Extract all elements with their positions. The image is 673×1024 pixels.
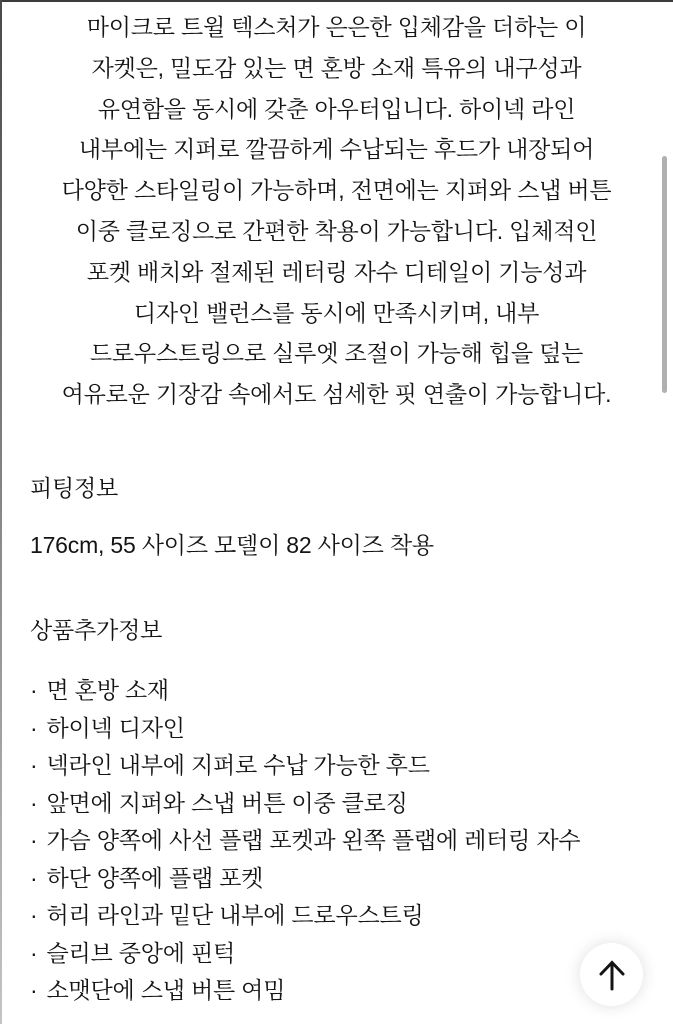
- fitting-info-text: 176cm, 55 사이즈 모델이 82 사이즈 착용: [30, 532, 434, 558]
- list-item-text: 가슴 양쪽에 사선 플랩 포켓과 왼쪽 플랩에 레터링 자수: [46, 827, 581, 853]
- list-item: [30, 972, 653, 1010]
- list-item-text: 넥라인 내부에 지퍼로 수납 가능한 후드: [46, 752, 430, 778]
- description-line: 이중 클로징으로 간편한 착용이 가능합니다. 입체적인: [75, 217, 598, 244]
- arrow-up-icon: [597, 958, 627, 992]
- list-item: [30, 935, 653, 973]
- list-item: [30, 710, 653, 748]
- bullet-dot: ·: [30, 902, 38, 928]
- product-extra-info-list: [30, 672, 653, 1010]
- list-item: [30, 860, 653, 898]
- list-item: [30, 747, 653, 785]
- product-description: [12, 7, 661, 415]
- description-line: 포켓 배치와 절제된 레터링 자수 디테일이 기능성과: [86, 258, 587, 285]
- bullet-dot: ·: [30, 677, 38, 703]
- bullet-dot: ·: [30, 939, 38, 966]
- list-item-text: 소맷단에 스냅 버튼 여밈: [46, 977, 286, 1003]
- screenshot-left-border: [0, 0, 2, 1024]
- list-item-text: 하이넥 디자인: [46, 714, 185, 741]
- description-line: 디자인 밸런스를 동시에 만족시키며, 내부: [133, 299, 540, 326]
- list-item-text: 앞면에 지퍼와 스냅 버튼 이중 클로징: [46, 789, 408, 816]
- list-item-text: 허리 라인과 밑단 내부에 드로우스트링: [46, 902, 424, 928]
- description-line: 유연함을 동시에 갖춘 아우터입니다. 하이넥 라인: [97, 95, 576, 122]
- scrollbar-thumb[interactable]: [662, 156, 667, 393]
- description-line: 다양한 스타일링이 가능하며, 전면에는 지퍼와 스냅 버튼: [61, 177, 612, 204]
- fitting-info-heading: 피팅정보: [30, 475, 119, 501]
- bullet-dot: ·: [30, 714, 38, 741]
- description-line: 마이크로 트윌 텍스처가 은은한 입체감을 더하는 이: [86, 14, 587, 40]
- screenshot-top-border: [0, 0, 673, 2]
- list-item-text: 면 혼방 소재: [46, 677, 169, 703]
- description-line: 드로우스트링으로 실루엣 조절이 가능해 힙을 덮는: [89, 340, 584, 367]
- bullet-dot: ·: [30, 977, 38, 1003]
- bullet-dot: ·: [30, 827, 38, 853]
- bullet-dot: ·: [30, 864, 38, 891]
- description-line: 자켓은, 밀도감 있는 면 혼방 소재 특유의 내구성과: [91, 54, 582, 81]
- list-item: [30, 785, 653, 823]
- description-line: 여유로운 기장감 속에서도 섬세한 핏 연출이 가능합니다.: [61, 381, 612, 408]
- list-item-text: 슬리브 중앙에 핀턱: [46, 939, 235, 966]
- list-item: [30, 897, 653, 935]
- scroll-to-top-button[interactable]: [580, 943, 643, 1006]
- description-line: 내부에는 지퍼로 깔끔하게 수납되는 후드가 내장되어: [78, 136, 595, 163]
- list-item-text: 하단 양쪽에 플랩 포켓: [46, 864, 264, 891]
- bullet-dot: ·: [30, 752, 38, 778]
- product-extra-info-heading: 상품추가정보: [30, 617, 163, 643]
- list-item: [30, 672, 653, 710]
- bullet-dot: ·: [30, 789, 38, 816]
- list-item: [30, 822, 653, 860]
